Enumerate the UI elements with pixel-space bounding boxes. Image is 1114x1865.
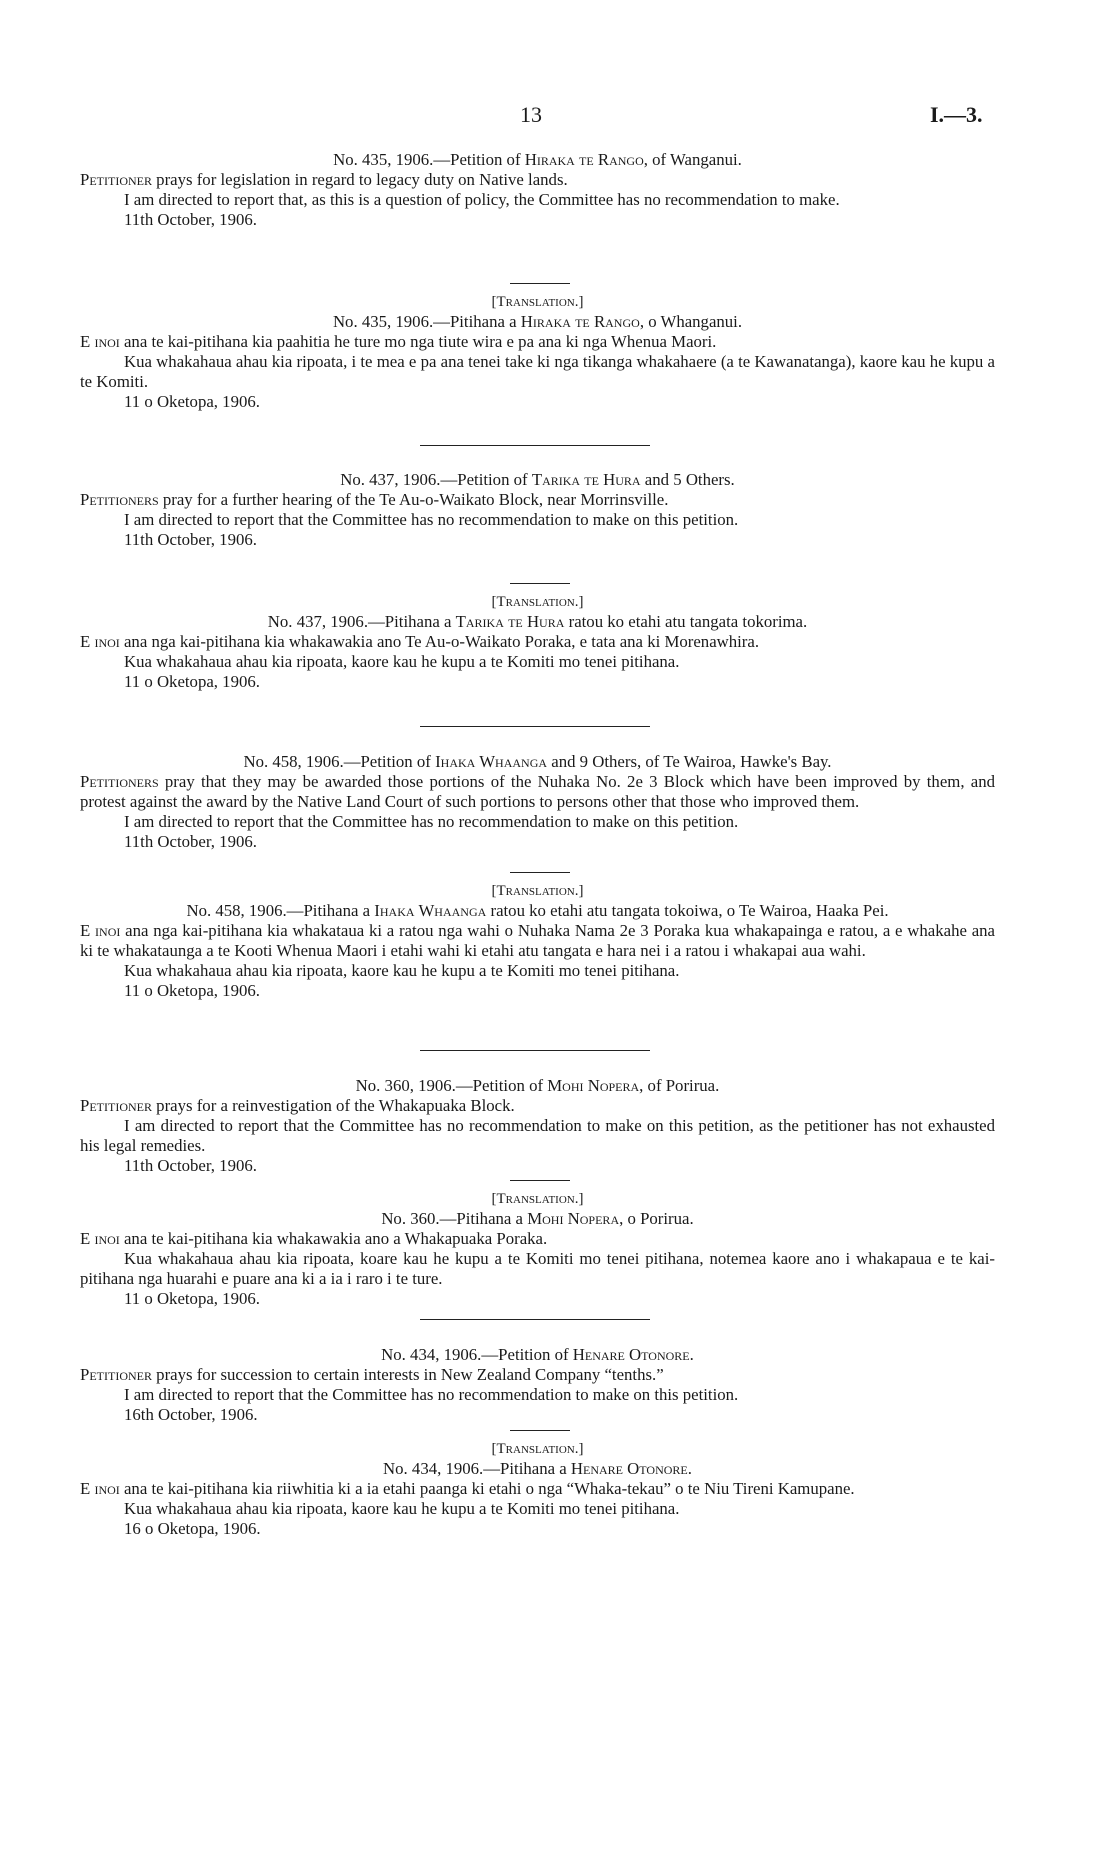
petition-360 bbox=[80, 1076, 995, 1176]
translation-label: [Translation.] bbox=[491, 594, 584, 610]
petition-title: No. 434, 1906.—Petition of Henare Otonore. bbox=[381, 1345, 694, 1364]
petition-prayer: Petitioner prays for a reinvestigation of the Whakapuaka Block. bbox=[80, 1096, 515, 1115]
translation-458 bbox=[80, 881, 995, 1001]
report-date: 11th October, 1906. bbox=[124, 530, 257, 549]
translation-date: 11 o Oketopa, 1906. bbox=[124, 1289, 260, 1308]
translation-title: No. 360.—Pitihana a Mohi Nopera, o Porirua. bbox=[381, 1209, 694, 1228]
translation-prayer: E inoi ana te kai-pitihana kia whakawakia ano a Whakapuaka Poraka. bbox=[80, 1229, 548, 1248]
page-number: 13 bbox=[520, 102, 542, 127]
short-divider bbox=[510, 1430, 570, 1431]
translation-report: Kua whakahaua ahau kia ripoata, i te mea e pa ana tenei take ki nga tikanga whakahaere (a te Kawanatanga), kaore kau he kupu a te Komiti. bbox=[80, 352, 995, 391]
translation-report: Kua whakahaua ahau kia ripoata, kaore kau he kupu a te Komiti mo tenei pitihana. bbox=[124, 961, 680, 980]
translation-label: [Translation.] bbox=[491, 1441, 584, 1457]
report-date: 16th October, 1906. bbox=[124, 1405, 258, 1424]
translation-437 bbox=[80, 592, 995, 692]
petition-title: No. 437, 1906.—Petition of Tarika te Hura and 5 Others. bbox=[340, 470, 735, 489]
committee-report: I am directed to report that, as this is a question of policy, the Committee has no recommendation to make. bbox=[124, 190, 840, 209]
report-date: 11th October, 1906. bbox=[124, 210, 257, 229]
short-divider bbox=[510, 283, 570, 284]
section-divider bbox=[420, 726, 650, 727]
petition-437 bbox=[80, 470, 995, 550]
section-divider bbox=[420, 445, 650, 446]
petition-title: No. 360, 1906.—Petition of Mohi Nopera, of Porirua. bbox=[355, 1076, 720, 1095]
translation-report: Kua whakahaua ahau kia ripoata, koare kau he kupu a te Komiti mo tenei pitihana, notemea kaore ano i whakapaua e te kai-pitihana nga huarahi e puare ana ki a ia i raro i te ture. bbox=[80, 1249, 995, 1288]
petition-prayer: Petitioners pray for a further hearing of the Te Au-o-Waikato Block, near Morrinsville. bbox=[80, 490, 669, 509]
section-divider bbox=[420, 1050, 650, 1051]
translation-prayer: E inoi ana te kai-pitihana kia paahitia he ture mo nga tiute wira e pa ana ki nga Whenua Maori. bbox=[80, 332, 717, 351]
committee-report: I am directed to report that the Committee has no recommendation to make on this petition. bbox=[124, 1385, 739, 1404]
petition-title: No. 435, 1906.—Petition of Hiraka te Rango, of Wanganui. bbox=[333, 150, 742, 169]
translation-date: 11 o Oketopa, 1906. bbox=[124, 672, 260, 691]
translation-prayer: E inoi ana nga kai-pitihana kia whakataua ki a ratou nga wahi o Nuhaka Nama 2e 3 Poraka kua whakapainga e ratou, a e whakahe ana ki te whakataunga a te Kooti Whenua Maori i etahi wahi ki etahi atu tangata e hara nei i a ratou i whakapai aua wahi. bbox=[80, 921, 995, 960]
translation-title: No. 437, 1906.—Pitihana a Tarika te Hura ratou ko etahi atu tangata tokorima. bbox=[267, 612, 808, 631]
translation-435 bbox=[80, 292, 995, 412]
translation-label: [Translation.] bbox=[491, 294, 584, 310]
translation-434 bbox=[80, 1439, 995, 1539]
translation-prayer: E inoi ana nga kai-pitihana kia whakawakia ano Te Au-o-Waikato Poraka, e tata ana ki Morenawhira. bbox=[80, 632, 760, 651]
short-divider bbox=[510, 583, 570, 584]
paper-reference: I.—3. bbox=[930, 102, 983, 127]
report-date: 11th October, 1906. bbox=[124, 832, 257, 851]
translation-title: No. 458, 1906.—Pitihana a Ihaka Whaanga ratou ko etahi atu tangata tokoiwa, o Te Wairoa, Haaka Pei. bbox=[186, 901, 889, 920]
committee-report: I am directed to report that the Committee has no recommendation to make on this petition. bbox=[124, 510, 739, 529]
short-divider bbox=[510, 1180, 570, 1181]
report-date: 11th October, 1906. bbox=[124, 1156, 257, 1175]
petition-title: No. 458, 1906.—Petition of Ihaka Whaanga and 9 Others, of Te Wairoa, Hawke's Bay. bbox=[243, 752, 832, 771]
translation-date: 11 o Oketopa, 1906. bbox=[124, 981, 260, 1000]
translation-title: No. 434, 1906.—Pitihana a Henare Otonore. bbox=[383, 1459, 692, 1478]
section-divider bbox=[420, 1319, 650, 1320]
petition-458 bbox=[80, 752, 995, 852]
petition-prayer: Petitioner prays for legislation in regard to legacy duty on Native lands. bbox=[80, 170, 568, 189]
translation-label: [Translation.] bbox=[491, 1191, 584, 1207]
translation-prayer: E inoi ana te kai-pitihana kia riiwhitia ki a ia etahi paanga ki etahi o nga “Whaka-tekau” o te Niu Tireni Kamupane. bbox=[80, 1479, 855, 1498]
petition-434 bbox=[80, 1345, 995, 1425]
translation-date: 16 o Oketopa, 1906. bbox=[124, 1519, 261, 1538]
petition-prayer: Petitioner prays for succession to certain interests in New Zealand Company “tenths.” bbox=[80, 1365, 664, 1384]
committee-report: I am directed to report that the Committee has no recommendation to make on this petition, as the petitioner has not exhausted his legal remedies. bbox=[80, 1116, 995, 1155]
petition-435 bbox=[80, 150, 995, 230]
committee-report: I am directed to report that the Committee has no recommendation to make on this petition. bbox=[124, 812, 739, 831]
translation-date: 11 o Oketopa, 1906. bbox=[124, 392, 260, 411]
translation-report: Kua whakahaua ahau kia ripoata, kaore kau he kupu a te Komiti mo tenei pitihana. bbox=[124, 1499, 680, 1518]
translation-report: Kua whakahaua ahau kia ripoata, kaore kau he kupu a te Komiti mo tenei pitihana. bbox=[124, 652, 680, 671]
petition-prayer: Petitioners pray that they may be awarded those portions of the Nuhaka No. 2e 3 Block which have been improved by them, and protest against the award by the Native Land Court of such portions to persons other that those who improved them. bbox=[80, 772, 995, 811]
short-divider bbox=[510, 872, 570, 873]
translation-title: No. 435, 1906.—Pitihana a Hiraka te Rango, o Whanganui. bbox=[332, 312, 743, 331]
translation-label: [Translation.] bbox=[491, 883, 584, 899]
translation-360 bbox=[80, 1189, 995, 1309]
